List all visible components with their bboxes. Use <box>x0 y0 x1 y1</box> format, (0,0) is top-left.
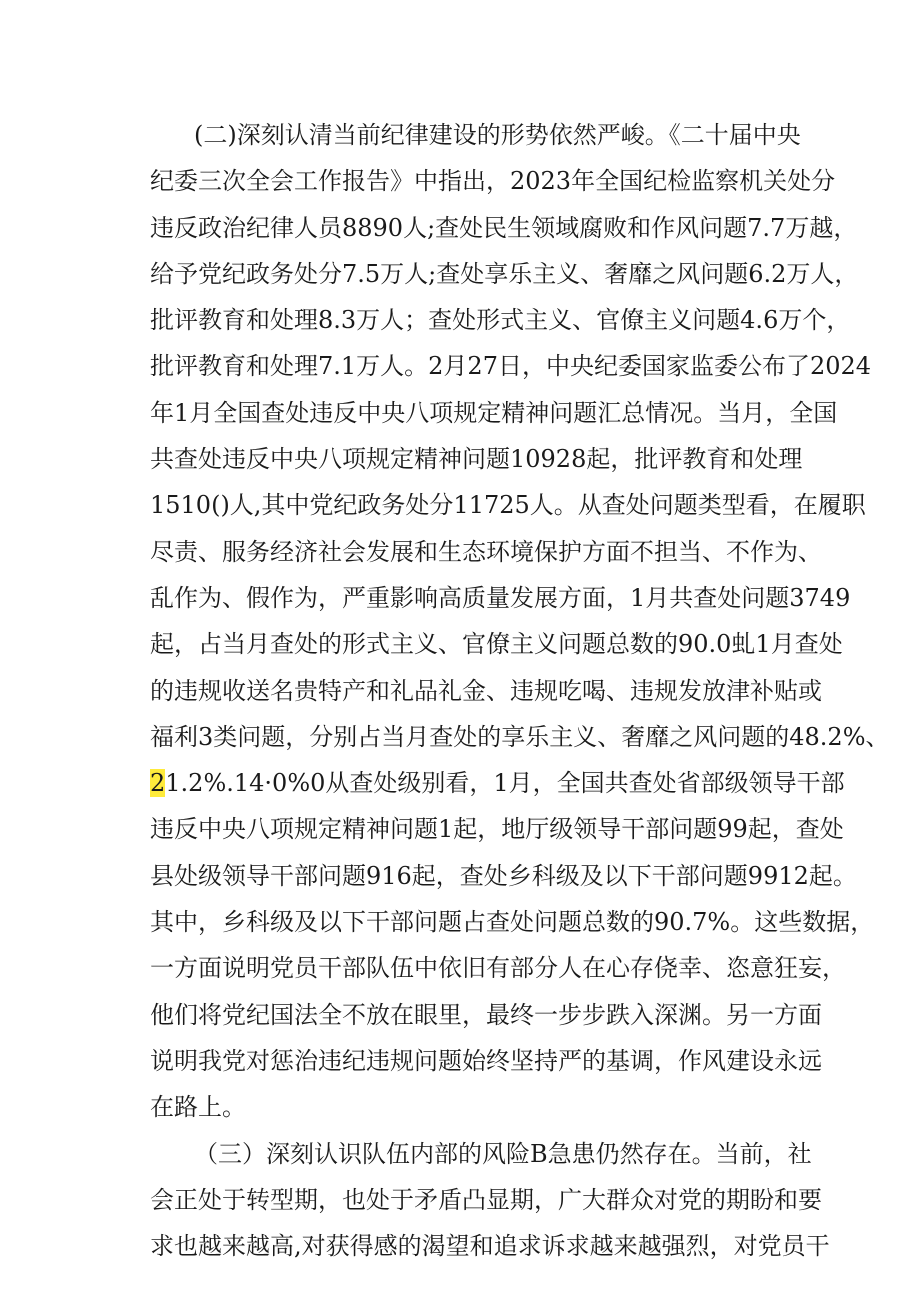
paragraph-line: 尽责、服务经济社会发展和生态环境保护方面不担当、不作为、 <box>150 537 822 566</box>
paragraph-line: 共查处违反中央八项规定精神问题10928起，批评教育和处理 <box>150 445 803 474</box>
paragraph-line: 的违规收送名贵特产和礼品礼金、违规吃喝、违规发放津补贴或 <box>150 676 822 705</box>
paragraph-line: 一方面说明党员干部队伍中依旧有部分人在心存侥幸、恣意狂妄， <box>150 954 846 983</box>
paragraph-line-highlighted <box>150 760 845 806</box>
paragraph-line: 他们将党纪国法全不放在眼里，最终一步步跌入深渊。另一方面 <box>150 1000 822 1029</box>
paragraph-line: 年1月全国查处违反中央八项规定精神问题汇总情况。当月，全国 <box>150 398 838 427</box>
paragraph-line: 说明我党对惩治违纪违规问题始终坚持严的基调，作风建设永远 <box>150 1046 822 1075</box>
paragraph-line: 乱作为、假作为，严重影响高质量发展方面，1月共查处问题3749 <box>150 583 851 612</box>
paragraph-line: 会正处于转型期，也处于矛盾凸显期，广大群众对党的期盼和要 <box>150 1185 822 1214</box>
paragraph-line: 福利3类问题，分别占当月查处的享乐主义、奢靡之风问题的48.2%、 <box>150 722 890 751</box>
paragraph-line-rest: 1.2%.14·0%0从查处级别看，1月，全国共查处省部级领导干部 <box>165 769 845 798</box>
paragraph-line: (二)深刻认清当前纪律建设的形势依然严峻。《二十届中央 <box>194 121 801 149</box>
paragraph-line: 起，占当月查处的形式主义、官僚主义问题总数的90.0虬1月查处 <box>150 630 843 659</box>
paragraph-line: 在路上。 <box>150 1093 246 1122</box>
paragraph-line: 求也越来越高,对获得感的渴望和追求诉求越来越强烈，对党员干 <box>150 1232 830 1261</box>
highlight-mark: 2 <box>150 769 166 798</box>
paragraph-line: 其中，乡科级及以下干部问题占查处问题总数的90.7%。这些数据， <box>150 908 875 937</box>
paragraph-line: 违反政治纪律人员8890人;查处民生领域腐败和作风问题7.7万越， <box>150 213 858 242</box>
paragraph-line: 给予党纪政务处分7.5万人;查处享乐主义、奢靡之风问题6.2万人， <box>150 259 859 288</box>
paragraph-line: 县处级领导干部问题916起，查处乡科级及以下干部问题9912起。 <box>150 861 857 890</box>
document-body <box>150 112 890 1269</box>
paragraph-line: 违反中央八项规定精神问题1起，地厅级领导干部问题99起，查处 <box>150 815 844 844</box>
paragraph-line: 批评教育和处理8.3万人；查处形式主义、官僚主义问题4.6万个， <box>150 306 851 335</box>
paragraph-line: 批评教育和处理7.1万人。2月27日，中央纪委国家监委公布了2024 <box>150 352 872 381</box>
paragraph-line: 纪委三次全会工作报告》中指出，2023年全国纪检监察机关处分 <box>150 167 836 196</box>
paragraph-line: （三）深刻认识队伍内部的风险B急患仍然存在。当前，社 <box>194 1139 812 1168</box>
paragraph-line: 1510()人,其中党纪政务处分11725人。从查处问题类型看，在履职 <box>150 491 866 520</box>
